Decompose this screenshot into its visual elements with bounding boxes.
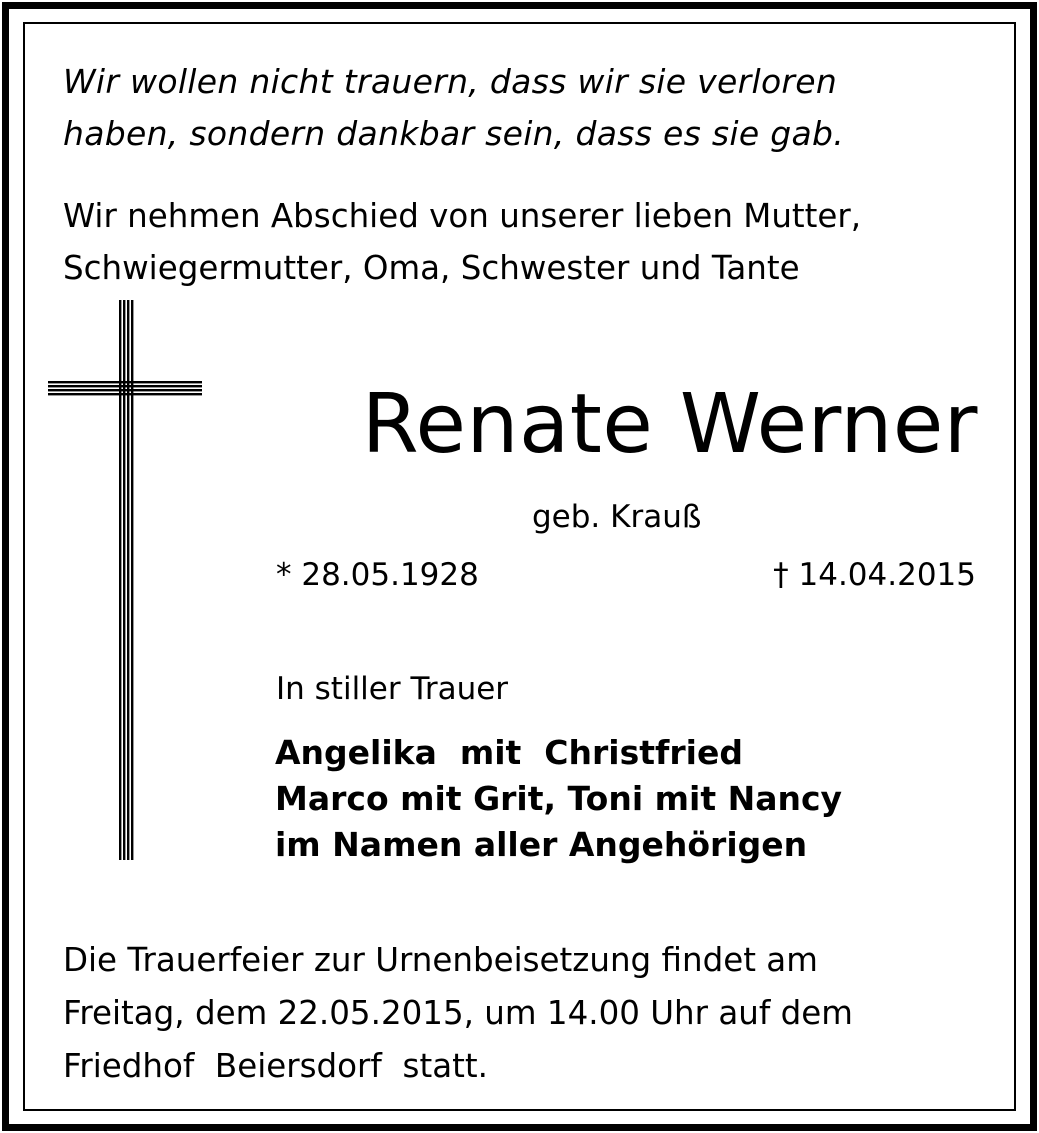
mourning-heading: In stiller Trauer	[276, 671, 509, 707]
mourner-line: Angelika mit Christfried	[275, 733, 743, 772]
quote-line-1: Wir wollen nicht trauern, dass wir sie verloren	[63, 62, 838, 101]
funeral-line-1: Die Trauerfeier zur Urnenbeisetzung findet am	[63, 941, 818, 979]
funeral-line-2: Freitag, dem 22.05.2015, um 14.00 Uhr auf dem	[63, 994, 853, 1032]
intro-line-1: Wir nehmen Abschied von unserer lieben Mutter,	[63, 197, 862, 235]
birth-name: geb. Krauß	[532, 499, 702, 535]
memorial-quote	[63, 56, 975, 160]
funeral-line-3: Friedhof Beiersdorf statt.	[63, 1047, 488, 1085]
deceased-name: Renate Werner	[361, 377, 978, 472]
farewell-intro	[63, 190, 975, 294]
quote-line-2: haben, sondern dankbar sein, dass es sie gab.	[63, 114, 845, 153]
funeral-notice	[63, 934, 975, 1093]
mourner-line: im Namen aller Angehörigen	[275, 825, 808, 864]
cross-icon	[48, 300, 202, 860]
mourners-list	[275, 730, 842, 868]
birth-date: * 28.05.1928	[276, 557, 479, 593]
death-date: † 14.04.2015	[773, 557, 976, 593]
intro-line-2: Schwiegermutter, Oma, Schwester und Tante	[63, 249, 800, 287]
mourner-line: Marco mit Grit, Toni mit Nancy	[275, 779, 843, 818]
